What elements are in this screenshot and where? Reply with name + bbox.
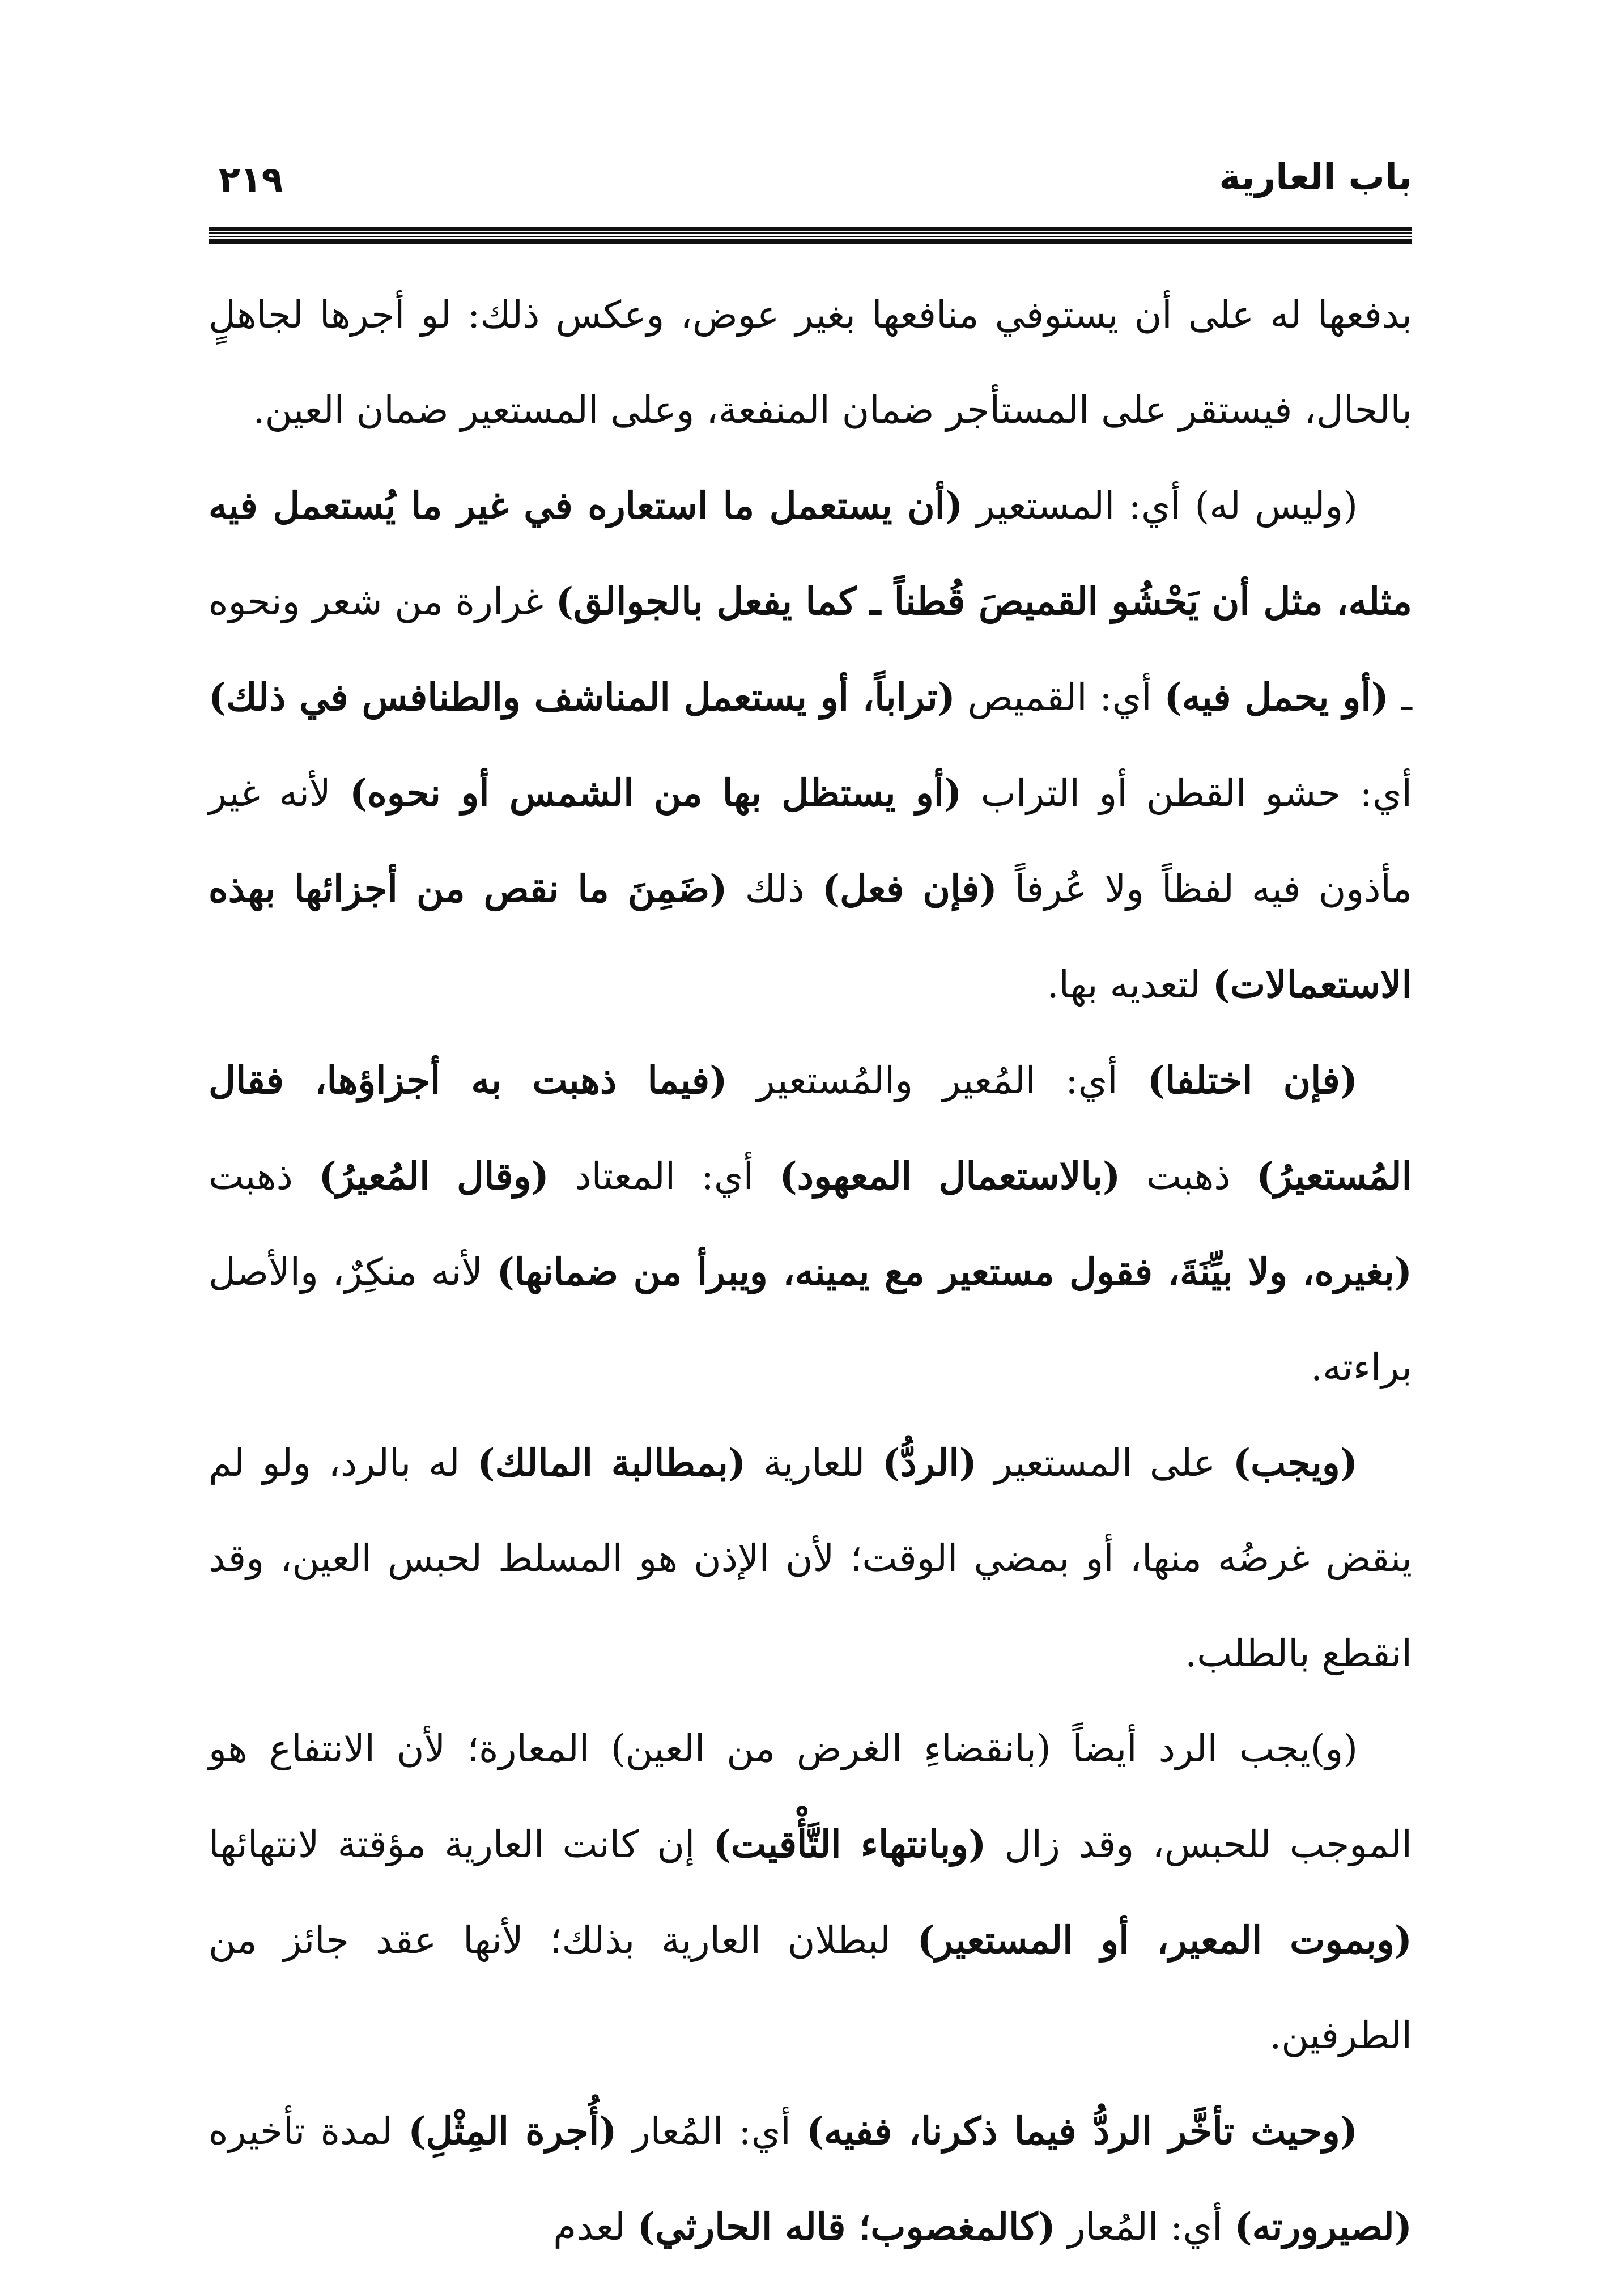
bold-text-segment: (أن يستعمل ما استعاره في غير ما يُستعمل فيه مثله، مثل أن يَحْشُو القميصَ قُطناً ـ كما يفعل بالجوالق) bbox=[209, 483, 1412, 623]
bold-text-segment: (تراباً، أو يستعمل المناشف والطنافس في ذلك) bbox=[209, 675, 955, 719]
text-segment: أي: المعتاد bbox=[549, 1154, 780, 1198]
bold-text-segment: (فإن فعل) bbox=[822, 867, 997, 911]
text-segment: له بالرد، ولو لم ينقض غرضُه منها، أو بمضي الوقت؛ لأن الإذن هو المسلط لحبس العين، وقد انقطع بالطلب. bbox=[209, 1441, 1412, 1675]
text-segment: لمدة تأخيره bbox=[209, 2109, 409, 2153]
bold-text-segment: (وبموت المعير، أو المستعير) bbox=[917, 1918, 1413, 1962]
bold-text-segment: (ويجب) bbox=[1232, 1441, 1358, 1485]
bold-text-segment: (أو يحمل فيه) bbox=[1164, 675, 1389, 719]
text-segment: على المستعير bbox=[976, 1441, 1233, 1485]
paragraph bbox=[209, 1033, 1412, 1415]
text-segment: ذلك bbox=[727, 867, 822, 911]
paragraph bbox=[209, 267, 1412, 458]
text-segment: أي: المُعير والمُستعير bbox=[727, 1059, 1147, 1102]
paragraph bbox=[209, 1701, 1412, 2083]
text-segment: (بانقضاءِ الغرض من العين) bbox=[611, 1727, 1051, 1770]
text-segment: أي: القميص bbox=[955, 676, 1164, 719]
text-segment: لبطلان العارية بذلك؛ لأنها عقد جائز من الطرفين. bbox=[209, 1918, 1412, 2057]
text-segment: لتعديه بها. bbox=[1047, 963, 1213, 1007]
text-segment: أي: المُعار bbox=[617, 2109, 806, 2153]
text-segment: لأنه منكِرٌ، والأصل براءته. bbox=[209, 1250, 1412, 1389]
text-segment: لأنه غير مأذون فيه لفظاً ولا عُرفاً bbox=[209, 771, 1413, 911]
bold-text-segment: (وقال المُعيرُ) bbox=[318, 1154, 549, 1198]
text-segment: غرارة من شعر ونحوه ـ bbox=[209, 580, 1412, 719]
bold-text-segment: (ضَمِنَ ما نقص من أجزائها بهذه الاستعمالات) bbox=[209, 867, 1412, 1007]
bold-text-segment: (كالمغصوب؛ قاله الحارثي) bbox=[637, 2205, 1056, 2249]
text-segment: (و) bbox=[1310, 1727, 1358, 1770]
paragraph bbox=[209, 2083, 1412, 2275]
text-segment: أي: حشو القطن أو التراب bbox=[962, 771, 1413, 815]
text-segment: لعدم bbox=[553, 2205, 637, 2249]
bold-text-segment: (بالاستعمال المعهود) bbox=[779, 1154, 1121, 1198]
text-segment: يجب الرد أيضاً bbox=[1051, 1727, 1311, 1770]
bold-text-segment: (لصيرورته) bbox=[1234, 2205, 1412, 2249]
bold-text-segment: (أو يستظل بها من الشمس أو نحوه) bbox=[350, 771, 962, 815]
chapter-title: باب العارية bbox=[1219, 156, 1412, 198]
text-segment: المعارة؛ لأن الانتفاع هو الموجب للحبس، وقد زال bbox=[209, 1727, 1413, 1866]
bold-text-segment: (بمطالبة المالك) bbox=[477, 1441, 746, 1485]
paragraph bbox=[209, 458, 1412, 1033]
text-segment: (وليس له) bbox=[1194, 484, 1358, 528]
bold-text-segment: (وحيث تأخَّر الردُّ فيما ذكرنا، ففيه) bbox=[806, 2109, 1358, 2153]
header-divider bbox=[209, 227, 1412, 244]
text-segment: ذهبت bbox=[1120, 1154, 1257, 1198]
main-text bbox=[209, 267, 1412, 2275]
bold-text-segment: (أُجرة المِثْلِ) bbox=[408, 2109, 617, 2153]
text-segment: أي: المستعير bbox=[963, 484, 1195, 528]
running-header bbox=[209, 150, 1412, 218]
text-segment: للعارية bbox=[746, 1441, 883, 1485]
bold-text-segment: (فإن اختلفا) bbox=[1147, 1058, 1358, 1102]
bold-text-segment: (بغيره، ولا بيِّنَةَ، فقول مستعير مع يمينه، ويبرأ من ضمانها) bbox=[496, 1250, 1412, 1294]
paragraph bbox=[209, 1415, 1412, 1701]
bold-text-segment: (وبانتهاء التَّأْقيت) bbox=[713, 1822, 987, 1866]
bold-text-segment: (فيما ذهبت به أجزاؤها، فقال المُستعيرُ) bbox=[209, 1058, 1412, 1198]
text-segment: إن كانت العارية مؤقتة لانتهائها bbox=[209, 1823, 713, 1866]
bold-text-segment: (الردُّ) bbox=[882, 1441, 977, 1485]
page-number: ٢١٩ bbox=[219, 159, 283, 200]
text-segment: ذهبت bbox=[209, 1154, 319, 1198]
text-segment: بدفعها له على أن يستوفي منافعها بغير عوض، وعكس ذلك: لو أجرها لجاهلٍ بالحال، فيستقر على المستأجر ضمان المنفعة، وعلى المستعير ضمان العين. bbox=[209, 293, 1412, 432]
text-segment: أي: المُعار bbox=[1055, 2205, 1235, 2249]
